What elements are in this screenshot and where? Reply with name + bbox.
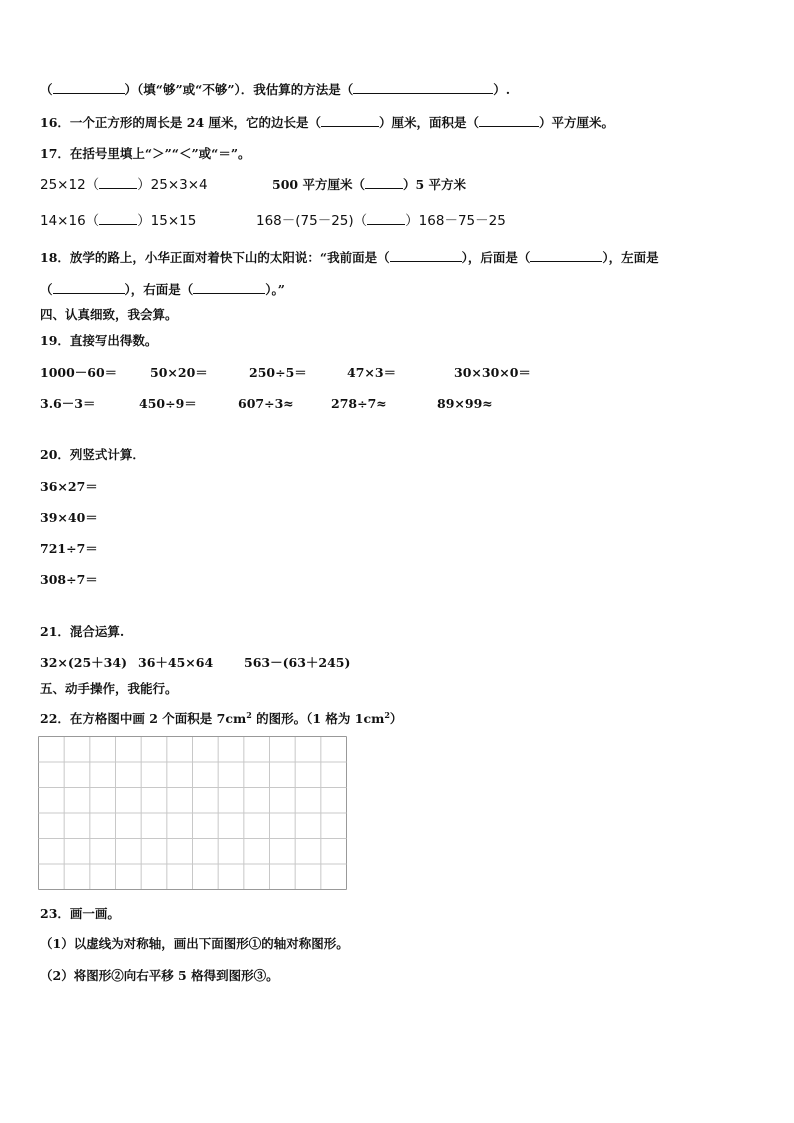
- answer-blank[interactable]: [53, 282, 125, 294]
- question-18: 18．放学的路上，小华正面对着快下山的太阳说：“我前面是（ ），后面是（ ），左面是: [40, 250, 659, 265]
- mixed-calc-item: 563－(63＋245): [244, 655, 351, 670]
- answer-blank[interactable]: [530, 250, 602, 262]
- answer-blank[interactable]: [193, 282, 265, 294]
- compare-right-1: 500 平方厘米（ ）5 平方米: [272, 177, 467, 192]
- section-4-heading: 四、认真细致，我会算。: [40, 307, 178, 322]
- answer-blank[interactable]: [367, 213, 405, 225]
- mixed-calc-item: 36＋45×64: [138, 655, 214, 670]
- vertical-calc-item: 39×40＝: [40, 510, 98, 525]
- calc-item: 450÷9＝: [139, 396, 197, 411]
- section-5-heading: 五、动手操作，我能行。: [40, 681, 178, 696]
- calc-item: 50×20＝: [150, 365, 208, 380]
- answer-blank[interactable]: [353, 82, 493, 94]
- square-grid[interactable]: [38, 736, 347, 890]
- vertical-calc-item: 308÷7＝: [40, 572, 98, 587]
- question-23-part-2: （2）将图形②向右平移 5 格得到图形③。: [40, 968, 279, 983]
- question-19: 19．直接写出得数。: [40, 333, 158, 348]
- answer-blank[interactable]: [321, 115, 379, 127]
- question-20: 20．列竖式计算．: [40, 447, 145, 462]
- calc-item: 278÷7≈: [331, 396, 387, 411]
- mixed-calc-item: 32×(25＋34): [40, 655, 127, 670]
- question-23: 23．画一画。: [40, 906, 120, 921]
- calc-item: 30×30×0＝: [454, 365, 531, 380]
- answer-blank[interactable]: [99, 177, 137, 189]
- answer-blank[interactable]: [53, 82, 125, 94]
- question-18-cont: （ ），右面是（ ）。”: [40, 282, 285, 297]
- vertical-calc-item: 36×27＝: [40, 479, 98, 494]
- calc-item: 47×3＝: [347, 365, 397, 380]
- calc-item: 250÷5＝: [249, 365, 307, 380]
- compare-left-1: 25×12（ ）25×3×4: [40, 177, 208, 193]
- calc-item: 1000－60＝: [40, 365, 118, 380]
- question-22: 22．在方格图中画 2 个面积是 $7cm^2$ 的图形。（1 格为 $1cm^2$）: [40, 710, 403, 727]
- vertical-calc-item: 721÷7＝: [40, 541, 98, 556]
- question-23-part-1: （1）以虚线为对称轴，画出下面图形①的轴对称图形。: [40, 936, 349, 951]
- calc-item: 89×99≈: [437, 396, 493, 411]
- calc-item: 607÷3≈: [238, 396, 294, 411]
- question-17: 17．在括号里填上“＞”“＜”或“＝”。: [40, 146, 251, 161]
- answer-blank[interactable]: [99, 213, 137, 225]
- grid-svg[interactable]: [38, 736, 347, 890]
- compare-left-2: 14×16（ ）15×15: [40, 213, 197, 229]
- compare-right-2: 168－(75－25)（ ）168－75－25: [256, 213, 506, 229]
- answer-blank[interactable]: [390, 250, 462, 262]
- answer-blank[interactable]: [479, 115, 539, 127]
- calc-item: 3.6－3＝: [40, 396, 96, 411]
- question-16: 16．一个正方形的周长是 24 厘米，它的边长是（ ）厘米，面积是（ ）平方厘米。: [40, 115, 615, 130]
- question-21: 21．混合运算.: [40, 624, 125, 639]
- answer-blank[interactable]: [365, 177, 403, 189]
- q15-tail-line: （ ）（填“够”或“不够”）．我估算的方法是（ ）.: [40, 82, 511, 97]
